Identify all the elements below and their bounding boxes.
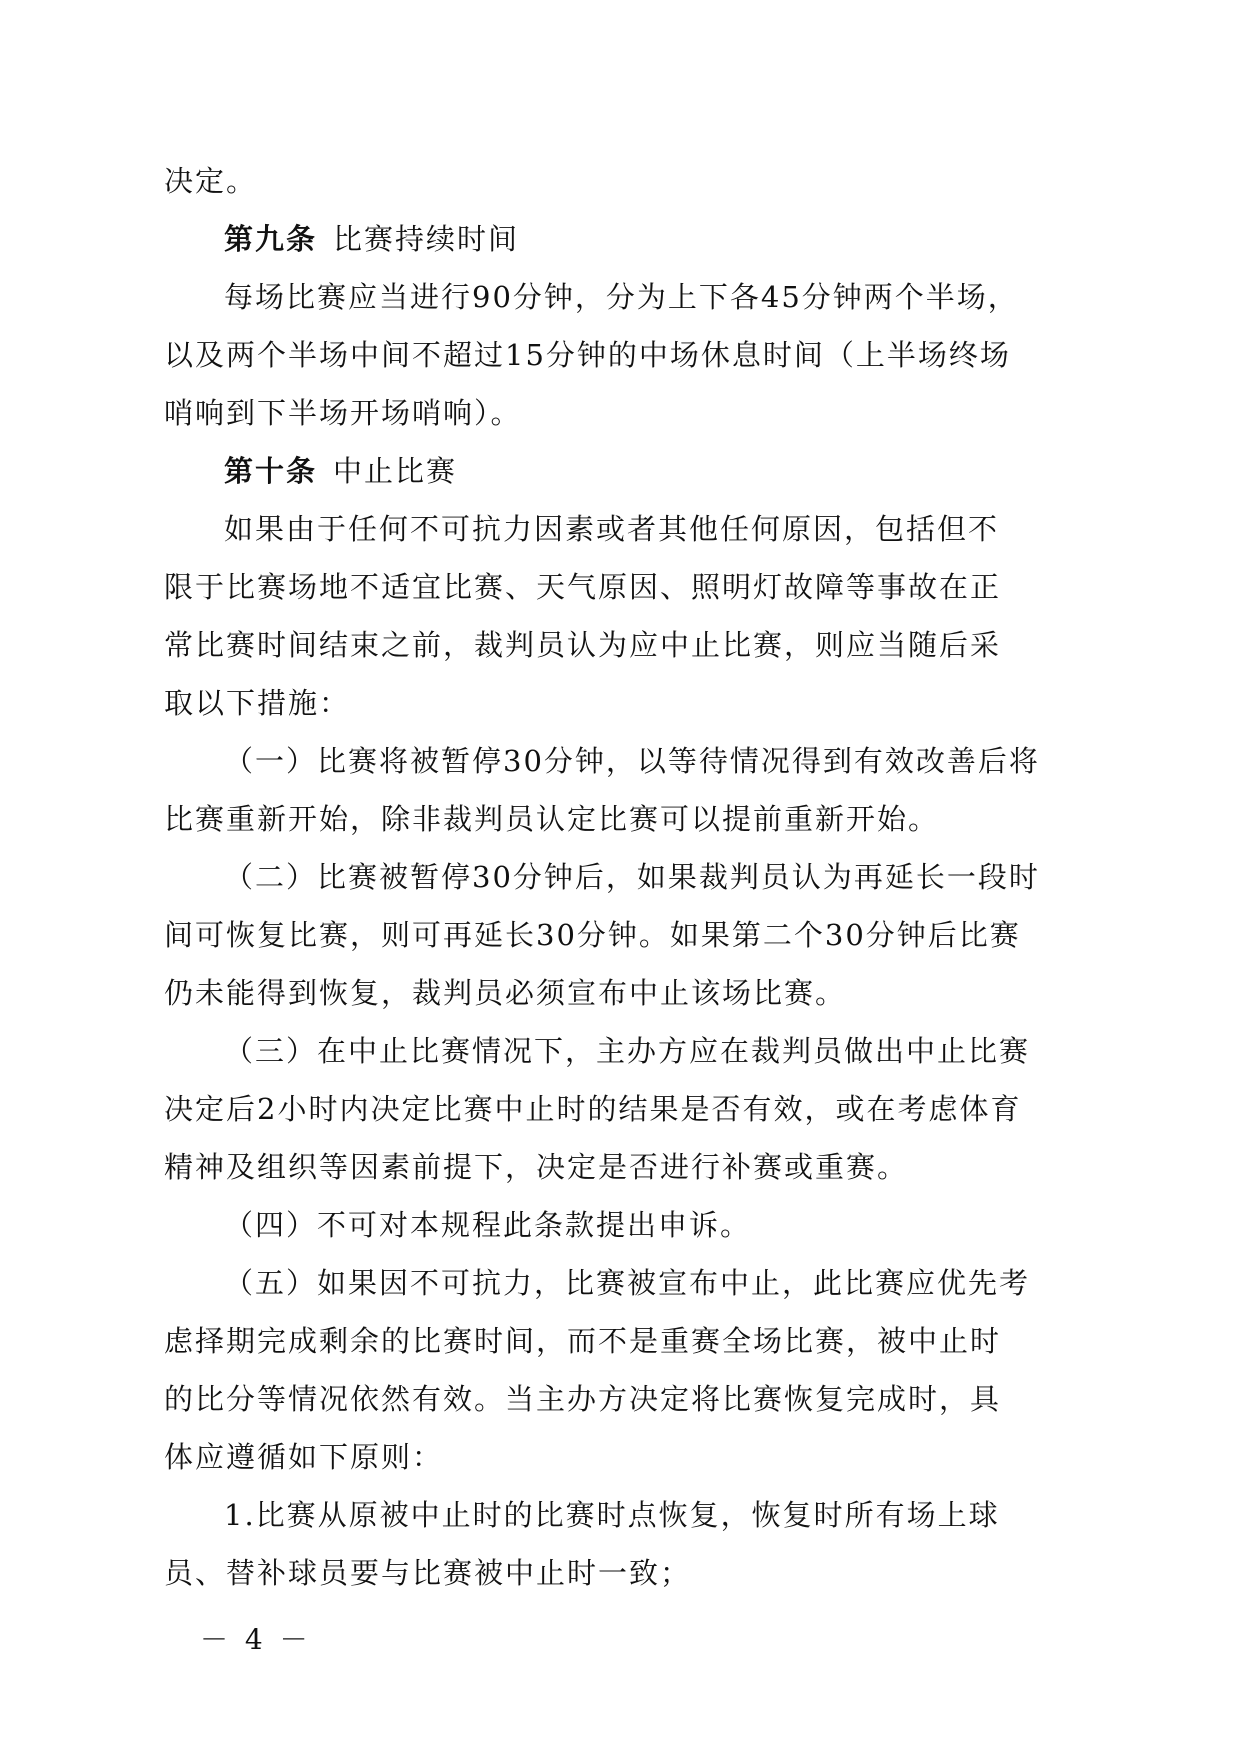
line-text: （二）比赛被暂停30分钟后，如果裁判员认为再延长一段时: [224, 860, 1040, 894]
text-line: [164, 1254, 1064, 1312]
article-label: 第十条: [224, 454, 318, 488]
text-line: [164, 326, 1064, 384]
line-text: 决定。: [164, 164, 258, 198]
text-line: [164, 1486, 1064, 1544]
line-text: （三）在中止比赛情况下，主办方应在裁判员做出中止比赛: [224, 1034, 1031, 1068]
text-line: [164, 674, 1064, 732]
text-line: [164, 1428, 1064, 1486]
article-label: 第九条: [224, 222, 318, 256]
line-text: 虑择期完成剩余的比赛时间，而不是重赛全场比赛，被中止时: [164, 1324, 1002, 1358]
text-line: [164, 500, 1064, 558]
article-heading-line: [164, 210, 1064, 268]
text-line: [164, 268, 1064, 326]
line-text: 精神及组织等因素前提下，决定是否进行补赛或重赛。: [164, 1150, 909, 1184]
text-line: [164, 1138, 1064, 1196]
text-line: [164, 732, 1064, 790]
text-line: [164, 1080, 1064, 1138]
line-text: 每场比赛应当进行90分钟，分为上下各45分钟两个半场，: [224, 280, 1019, 314]
text-line: [164, 906, 1064, 964]
line-text: 限于比赛场地不适宜比赛、天气原因、照明灯故障等事故在正: [164, 570, 1002, 604]
text-line: [164, 1022, 1064, 1080]
line-text: 比赛重新开始，除非裁判员认定比赛可以提前重新开始。: [164, 802, 940, 836]
line-text: （五）如果因不可抗力，比赛被宣布中止，此比赛应优先考: [224, 1266, 1031, 1300]
document-body: [164, 152, 1064, 1602]
page-number: － 4 －: [200, 1623, 312, 1656]
text-line: [164, 1370, 1064, 1428]
line-text: 常比赛时间结束之前，裁判员认为应中止比赛，则应当随后采: [164, 628, 1002, 662]
text-line: [164, 848, 1064, 906]
line-text: 如果由于任何不可抗力因素或者其他任何原因，包括但不: [224, 512, 1000, 546]
text-line: [164, 152, 1064, 210]
line-text: （一）比赛将被暂停30分钟，以等待情况得到有效改善后将: [224, 744, 1040, 778]
text-line: [164, 616, 1064, 674]
line-text: 间可恢复比赛，则可再延长30分钟。如果第二个30分钟后比赛: [164, 918, 1021, 952]
text-line: [164, 790, 1064, 848]
line-text: 的比分等情况依然有效。当主办方决定将比赛恢复完成时，具: [164, 1382, 1002, 1416]
line-text: （四）不可对本规程此条款提出申诉。: [224, 1208, 752, 1242]
text-line: [164, 384, 1064, 442]
article-title: 比赛持续时间: [333, 222, 520, 256]
article-title: 中止比赛: [333, 454, 458, 488]
text-line: [164, 1196, 1064, 1254]
line-text: 员、替补球员要与比赛被中止时一致；: [164, 1556, 692, 1590]
article-heading-line: [164, 442, 1064, 500]
line-text: 决定后2小时内决定比赛中止时的结果是否有效，或在考虑体育: [164, 1092, 1022, 1126]
text-line: [164, 1312, 1064, 1370]
line-text: 体应遵循如下原则：: [164, 1440, 444, 1474]
line-text: 以及两个半场中间不超过15分钟的中场休息时间（上半场终场: [164, 338, 1011, 372]
text-line: [164, 558, 1064, 616]
text-line: [164, 964, 1064, 1022]
text-line: [164, 1544, 1064, 1602]
line-text: 仍未能得到恢复，裁判员必须宣布中止该场比赛。: [164, 976, 847, 1010]
line-text: 1.比赛从原被中止时的比赛时点恢复，恢复时所有场上球: [224, 1498, 1000, 1532]
line-text: 取以下措施：: [164, 686, 351, 720]
line-text: 哨响到下半场开场哨响）。: [164, 396, 522, 430]
